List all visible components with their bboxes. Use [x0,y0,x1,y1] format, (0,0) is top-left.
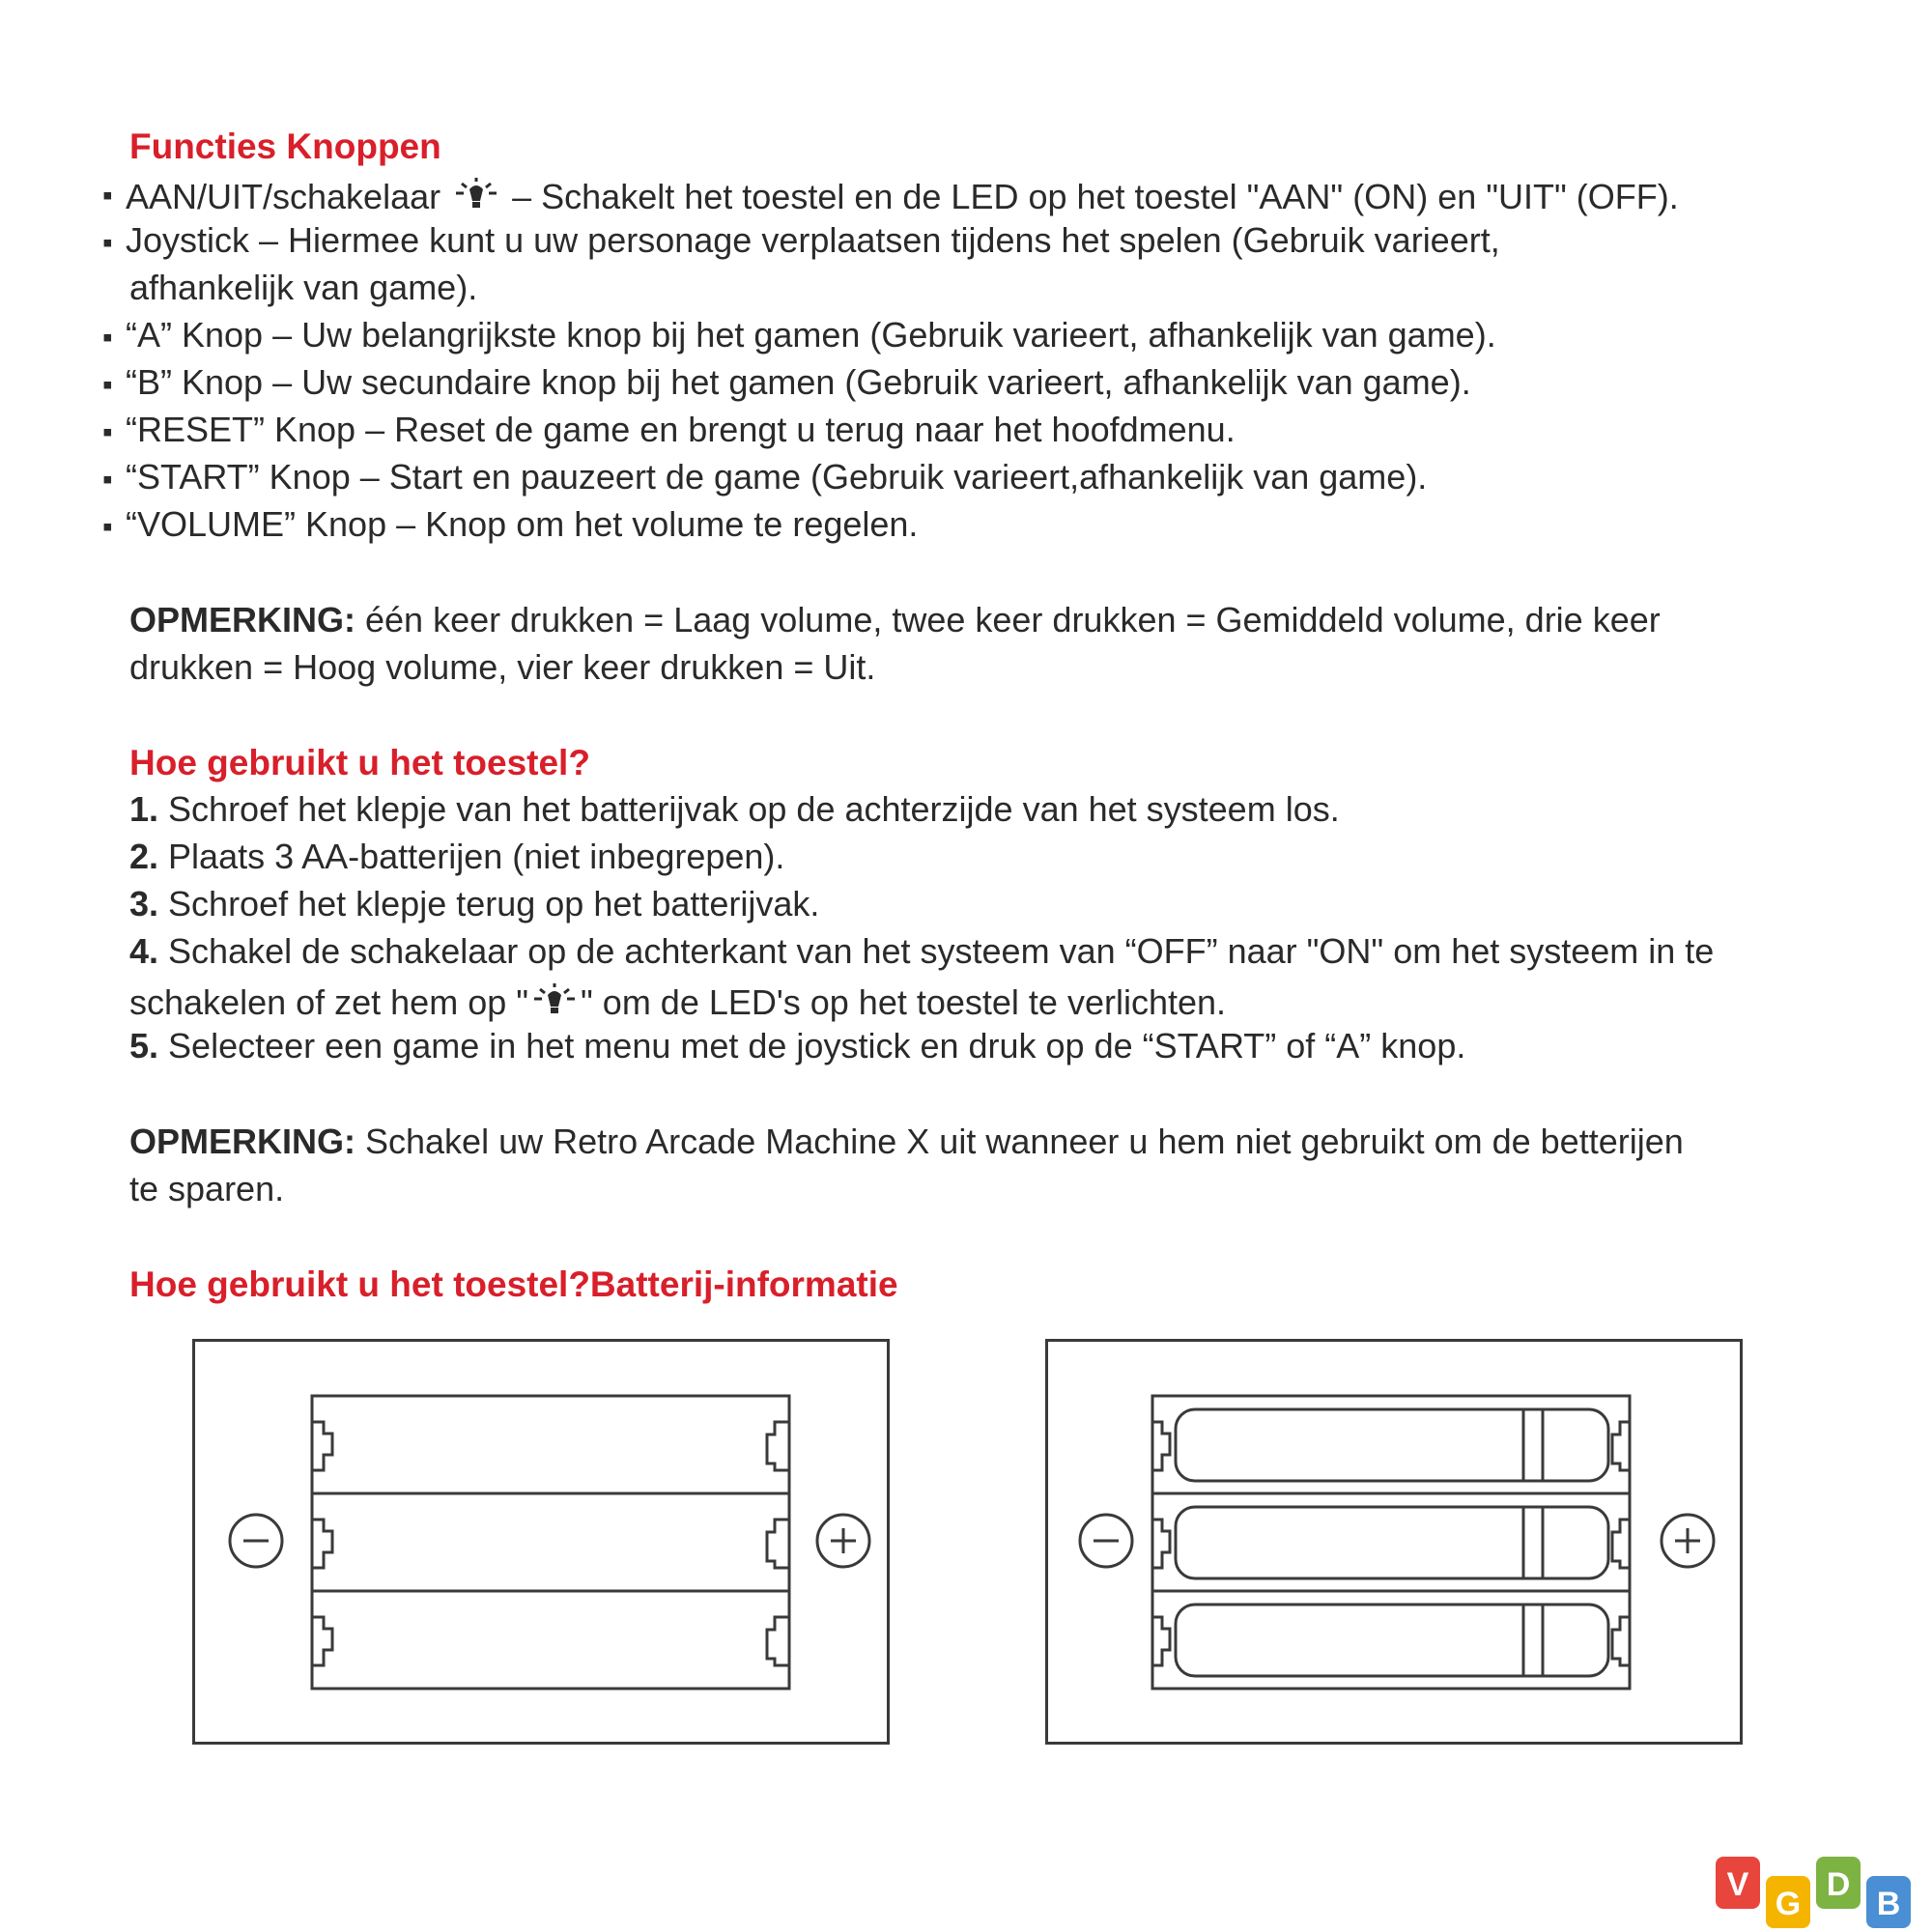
batterij-heading: Hoe gebruikt u het toestel?Batterij-informatie [129,1264,898,1304]
bullet: ▪ [102,416,113,448]
step-text: Plaats 3 AA-batterijen (niet inbegrepen). [158,837,785,876]
vgdb-logo [1712,1849,1915,1932]
step-text: Schakel de schakelaar op de achterkant van het systeem van “OFF” naar "ON" om het systeem in te [158,931,1715,971]
bullet: ▪ [102,464,113,496]
list-item-joystick: Joystick – Hiermee kunt u uw personage verplaatsen tijdens het spelen (Gebruik varieert, [126,220,1500,260]
bullet: ▪ [102,369,113,401]
bullet: ▪ [102,511,113,543]
list-item-start: “START” Knop – Start en pauzeert de game (Gebruik varieert,afhankelijk van game). [126,457,1428,497]
step-number: 5. [129,1026,159,1065]
step-text: schakelen of zet hem op " [129,982,529,1022]
logo-letter: V [1726,1866,1749,1903]
logo-letter: G [1775,1886,1802,1922]
battery-compartment [312,1396,789,1689]
note-batteries [129,1124,1684,1159]
step-text: " om de LED's op het toestel te verlichten. [581,982,1227,1022]
note-volume-cont: drukken = Hoog volume, vier keer drukken = Uit. [129,647,876,687]
step-text: Schroef het klepje van het batterijvak op de achterzijde van het systeem los. [158,789,1340,829]
note-label: OPMERKING: [129,1122,355,1161]
note-text: Schakel uw Retro Arcade Machine X uit wanneer u hem niet gebruikt om de betterijen [355,1122,1684,1161]
battery-diagram-filled [1045,1339,1743,1745]
step-text: Schroef het klepje terug op het batterijvak. [158,884,820,923]
note-label: OPMERKING: [129,600,355,639]
step-4-cont [129,981,1226,1022]
battery-diagram-empty [192,1339,890,1745]
logo-letter: D [1826,1866,1851,1903]
step-number: 1. [129,789,159,829]
list-item-b-knop: “B” Knop – Uw secundaire knop bij het gamen (Gebruik varieert, afhankelijk van game). [126,362,1471,402]
step-1 [129,789,1340,829]
step-number: 4. [129,931,159,971]
list-item-text: AAN/UIT/schakelaar [126,177,451,216]
step-4 [129,931,1715,971]
step-3 [129,884,820,923]
led-light-icon [450,176,502,216]
note-text: één keer drukken = Laag volume, twee keer drukken = Gemiddeld volume, drie keer [355,600,1661,639]
bullet: ▪ [102,322,113,354]
bullet: ▪ [102,180,113,212]
list-item-aan-uit [126,176,1679,216]
logo-letter: B [1876,1886,1901,1922]
battery-compartment [1152,1396,1630,1689]
step-number: 2. [129,837,159,876]
note-batteries-cont: te sparen. [129,1169,285,1208]
bullet: ▪ [102,227,113,259]
functies-heading: Functies Knoppen [129,127,441,166]
list-item-volume: “VOLUME” Knop – Knop om het volume te regelen. [126,504,919,544]
list-item-reset: “RESET” Knop – Reset de game en brengt u terug naar het hoofdmenu. [126,410,1236,449]
list-item-a-knop: “A” Knop – Uw belangrijkste knop bij het gamen (Gebruik varieert, afhankelijk van game). [126,315,1496,355]
step-text: Selecteer een game in het menu met de joystick en druk op de “START” of “A” knop. [158,1026,1466,1065]
list-item-joystick-cont: afhankelijk van game). [129,268,478,307]
gebruik-heading: Hoe gebruikt u het toestel? [129,743,590,782]
step-number: 3. [129,884,159,923]
led-light-icon [528,981,581,1022]
list-item-text: – Schakelt het toestel en de LED op het toestel "AAN" (ON) en "UIT" (OFF). [502,177,1679,216]
step-5 [129,1026,1466,1065]
note-volume [129,600,1661,639]
step-2 [129,839,784,874]
